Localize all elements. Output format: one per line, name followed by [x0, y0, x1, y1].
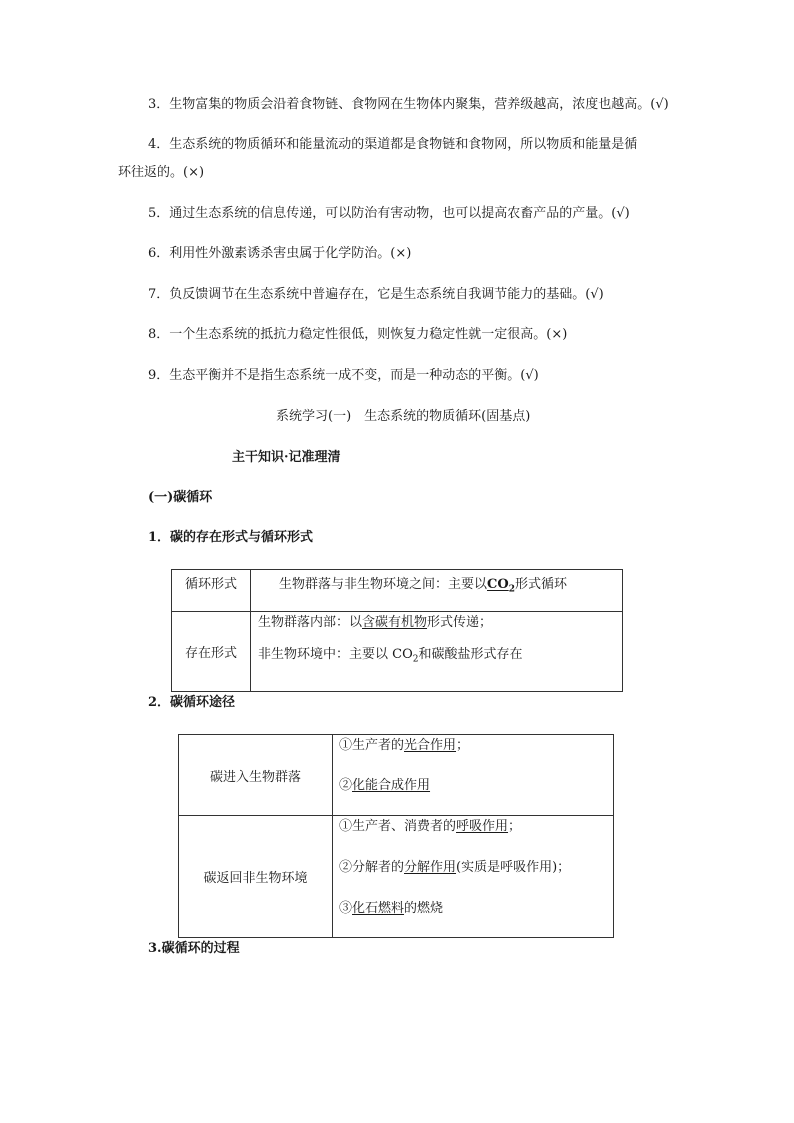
cell-line: ②化能合成作用	[339, 778, 431, 793]
row-label-cycle-form: 循环形式	[172, 570, 251, 612]
table-row	[172, 570, 623, 612]
cell-line: ③化石燃料的燃烧	[339, 901, 444, 916]
cell-line: 生物群落内部：以含碳有机物形式传递；	[258, 615, 493, 630]
statement-number: 8．	[148, 327, 170, 342]
statement-number: 4．	[148, 137, 170, 152]
table-row	[179, 816, 614, 938]
row-label-existence-form: 存在形式	[172, 612, 251, 692]
statement-text: 通过生态系统的信息传递，可以防治有害动物，也可以提高农畜产品的产量。	[169, 206, 612, 221]
statement-number: 7．	[148, 287, 170, 302]
statement-3	[148, 96, 669, 114]
answer-key: 含碳有机物	[362, 615, 428, 630]
judgement-mark: (√)	[520, 368, 539, 383]
statement-text-line1: 生态系统的物质循环和能量流动的渠道都是食物链和食物网，所以物质和能量是循	[169, 137, 638, 152]
statement-text: 负反馈调节在生态系统中普遍存在，它是生态系统自我调节能力的基础。	[169, 287, 586, 302]
judgement-mark: (×)	[183, 165, 205, 180]
cell-line: ①生产者、消费者的呼吸作用；	[339, 819, 522, 834]
section-title: 系统学习(一) 生态系统的物质循环(固基点)	[276, 409, 531, 424]
statement-text: 利用性外激素诱杀害虫属于化学防治。	[169, 246, 391, 261]
statement-4	[148, 136, 637, 154]
statement-text-line2: 环往返的。	[118, 165, 184, 180]
existence-form-content	[251, 612, 623, 692]
judgement-mark: (√)	[585, 287, 604, 302]
answer-key: 分解作用	[404, 860, 457, 875]
row-label-return-environment: 碳返回非生物环境	[179, 816, 333, 938]
statement-8	[148, 326, 567, 344]
statement-7	[148, 286, 604, 304]
judgement-mark: (×)	[546, 327, 568, 342]
item-2-title: 2．碳循环途径	[148, 695, 236, 710]
table-row	[179, 735, 614, 816]
statement-text: 生态平衡并不是指生态系统一成不变，而是一种动态的平衡。	[169, 368, 521, 383]
answer-key: 化石燃料	[352, 901, 405, 916]
statement-text: 生物富集的物质会沿着食物链、食物网在生物体内聚集，营养级越高，浓度也越高。	[169, 97, 651, 112]
subheading: 主干知识·记准理清	[232, 450, 341, 465]
statement-number: 5．	[148, 206, 170, 221]
carbon-forms-table	[171, 569, 623, 692]
judgement-mark: (√)	[611, 206, 630, 221]
answer-key: 呼吸作用	[456, 819, 509, 834]
judgement-mark: (×)	[390, 246, 412, 261]
carbon-pathway-table	[178, 734, 614, 938]
judgement-mark: (√)	[650, 97, 669, 112]
statement-number: 6．	[148, 246, 170, 261]
statement-9	[148, 367, 539, 385]
answer-key: 光合作用	[404, 738, 457, 753]
answer-key: $CO_2$	[487, 577, 515, 595]
table-row	[172, 612, 623, 692]
statement-4-continued	[118, 164, 204, 182]
cell-line: 非生物环境中：主要以 $CO_2$和碳酸盐形式存在	[258, 647, 523, 665]
statement-6	[148, 245, 411, 263]
statement-number: 3．	[148, 97, 170, 112]
item-3-title: 3.碳循环的过程	[148, 941, 240, 956]
cell-line: ①生产者的光合作用；	[339, 738, 470, 753]
row-label-enter-community: 碳进入生物群落	[179, 735, 333, 816]
statement-number: 9．	[148, 368, 170, 383]
cycle-form-content: 生物群落与非生物环境之间：主要以$CO_2$形式循环	[251, 570, 623, 612]
item-1-title: 1．碳的存在形式与循环形式	[148, 530, 314, 545]
statement-5	[148, 205, 630, 223]
cell-line: ②分解者的分解作用(实质是呼吸作用)；	[339, 860, 571, 875]
part-label: (一)碳循环	[148, 490, 213, 505]
enter-community-content	[333, 735, 614, 816]
return-environment-content	[333, 816, 614, 938]
answer-key: 化能合成作用	[352, 778, 431, 793]
statement-text: 一个生态系统的抵抗力稳定性很低，则恢复力稳定性就一定很高。	[169, 327, 547, 342]
